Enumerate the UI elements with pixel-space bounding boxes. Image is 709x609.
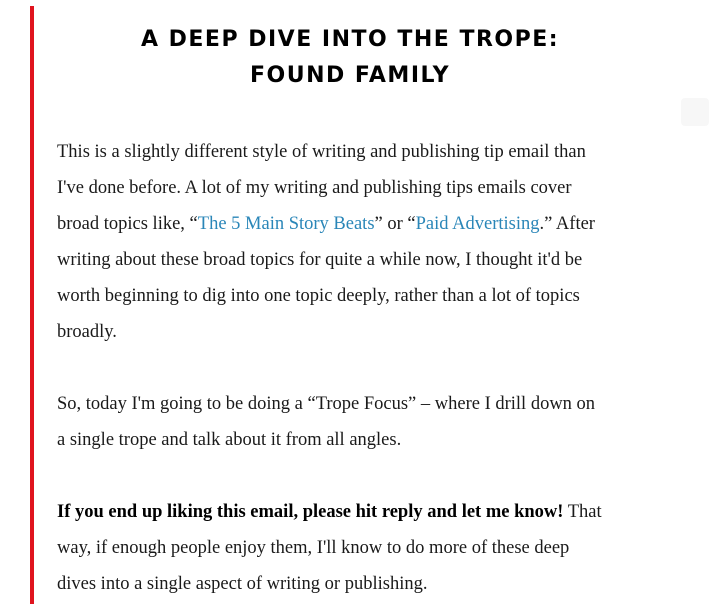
paragraph-line: dives into a single aspect of writing or publishing.	[57, 574, 428, 594]
text-fragment: .” After	[539, 214, 595, 234]
paragraph-line: worth beginning to dig into one topic deeply, rather than a lot of topics	[57, 286, 580, 306]
text-fragment: ” or “	[374, 214, 416, 234]
accent-bar	[30, 6, 34, 604]
heading-line-2: FOUND FAMILY	[249, 63, 451, 88]
story-beats-link[interactable]: The 5 Main Story Beats	[197, 214, 375, 234]
paragraph-line: I've done before. A lot of my writing and publishing tips emails cover	[57, 178, 572, 198]
paragraph-line: This is a slightly different style of writing and publishing tip email than	[57, 142, 586, 162]
paid-advertising-link[interactable]: Paid Advertising	[415, 214, 540, 234]
paragraph-line: a single trope and talk about it from all angles.	[57, 430, 402, 450]
trope-focus-paragraph	[57, 386, 657, 458]
feedback-paragraph	[57, 494, 657, 602]
paragraph-line	[57, 206, 657, 242]
paragraph-line: way, if enough people enjoy them, I'll know to do more of these deep	[57, 538, 570, 558]
paragraph-line: writing about these broad topics for quite a while now, I thought it'd be	[57, 250, 583, 270]
text-fragment: broad topics like, “	[57, 214, 198, 234]
feedback-request: If you end up liking this email, please hit reply and let me know!	[57, 502, 564, 522]
paragraph-line: broadly.	[57, 322, 117, 342]
text-fragment: That	[563, 502, 602, 522]
intro-paragraph	[57, 134, 657, 350]
edge-fragment	[681, 98, 709, 126]
paragraph-line	[57, 494, 657, 530]
paragraph-line: So, today I'm going to be doing a “Trope Focus” – where I drill down on	[57, 394, 596, 414]
heading-line-1: A DEEP DIVE INTO THE TROPE:	[140, 27, 560, 52]
email-heading	[40, 22, 660, 94]
